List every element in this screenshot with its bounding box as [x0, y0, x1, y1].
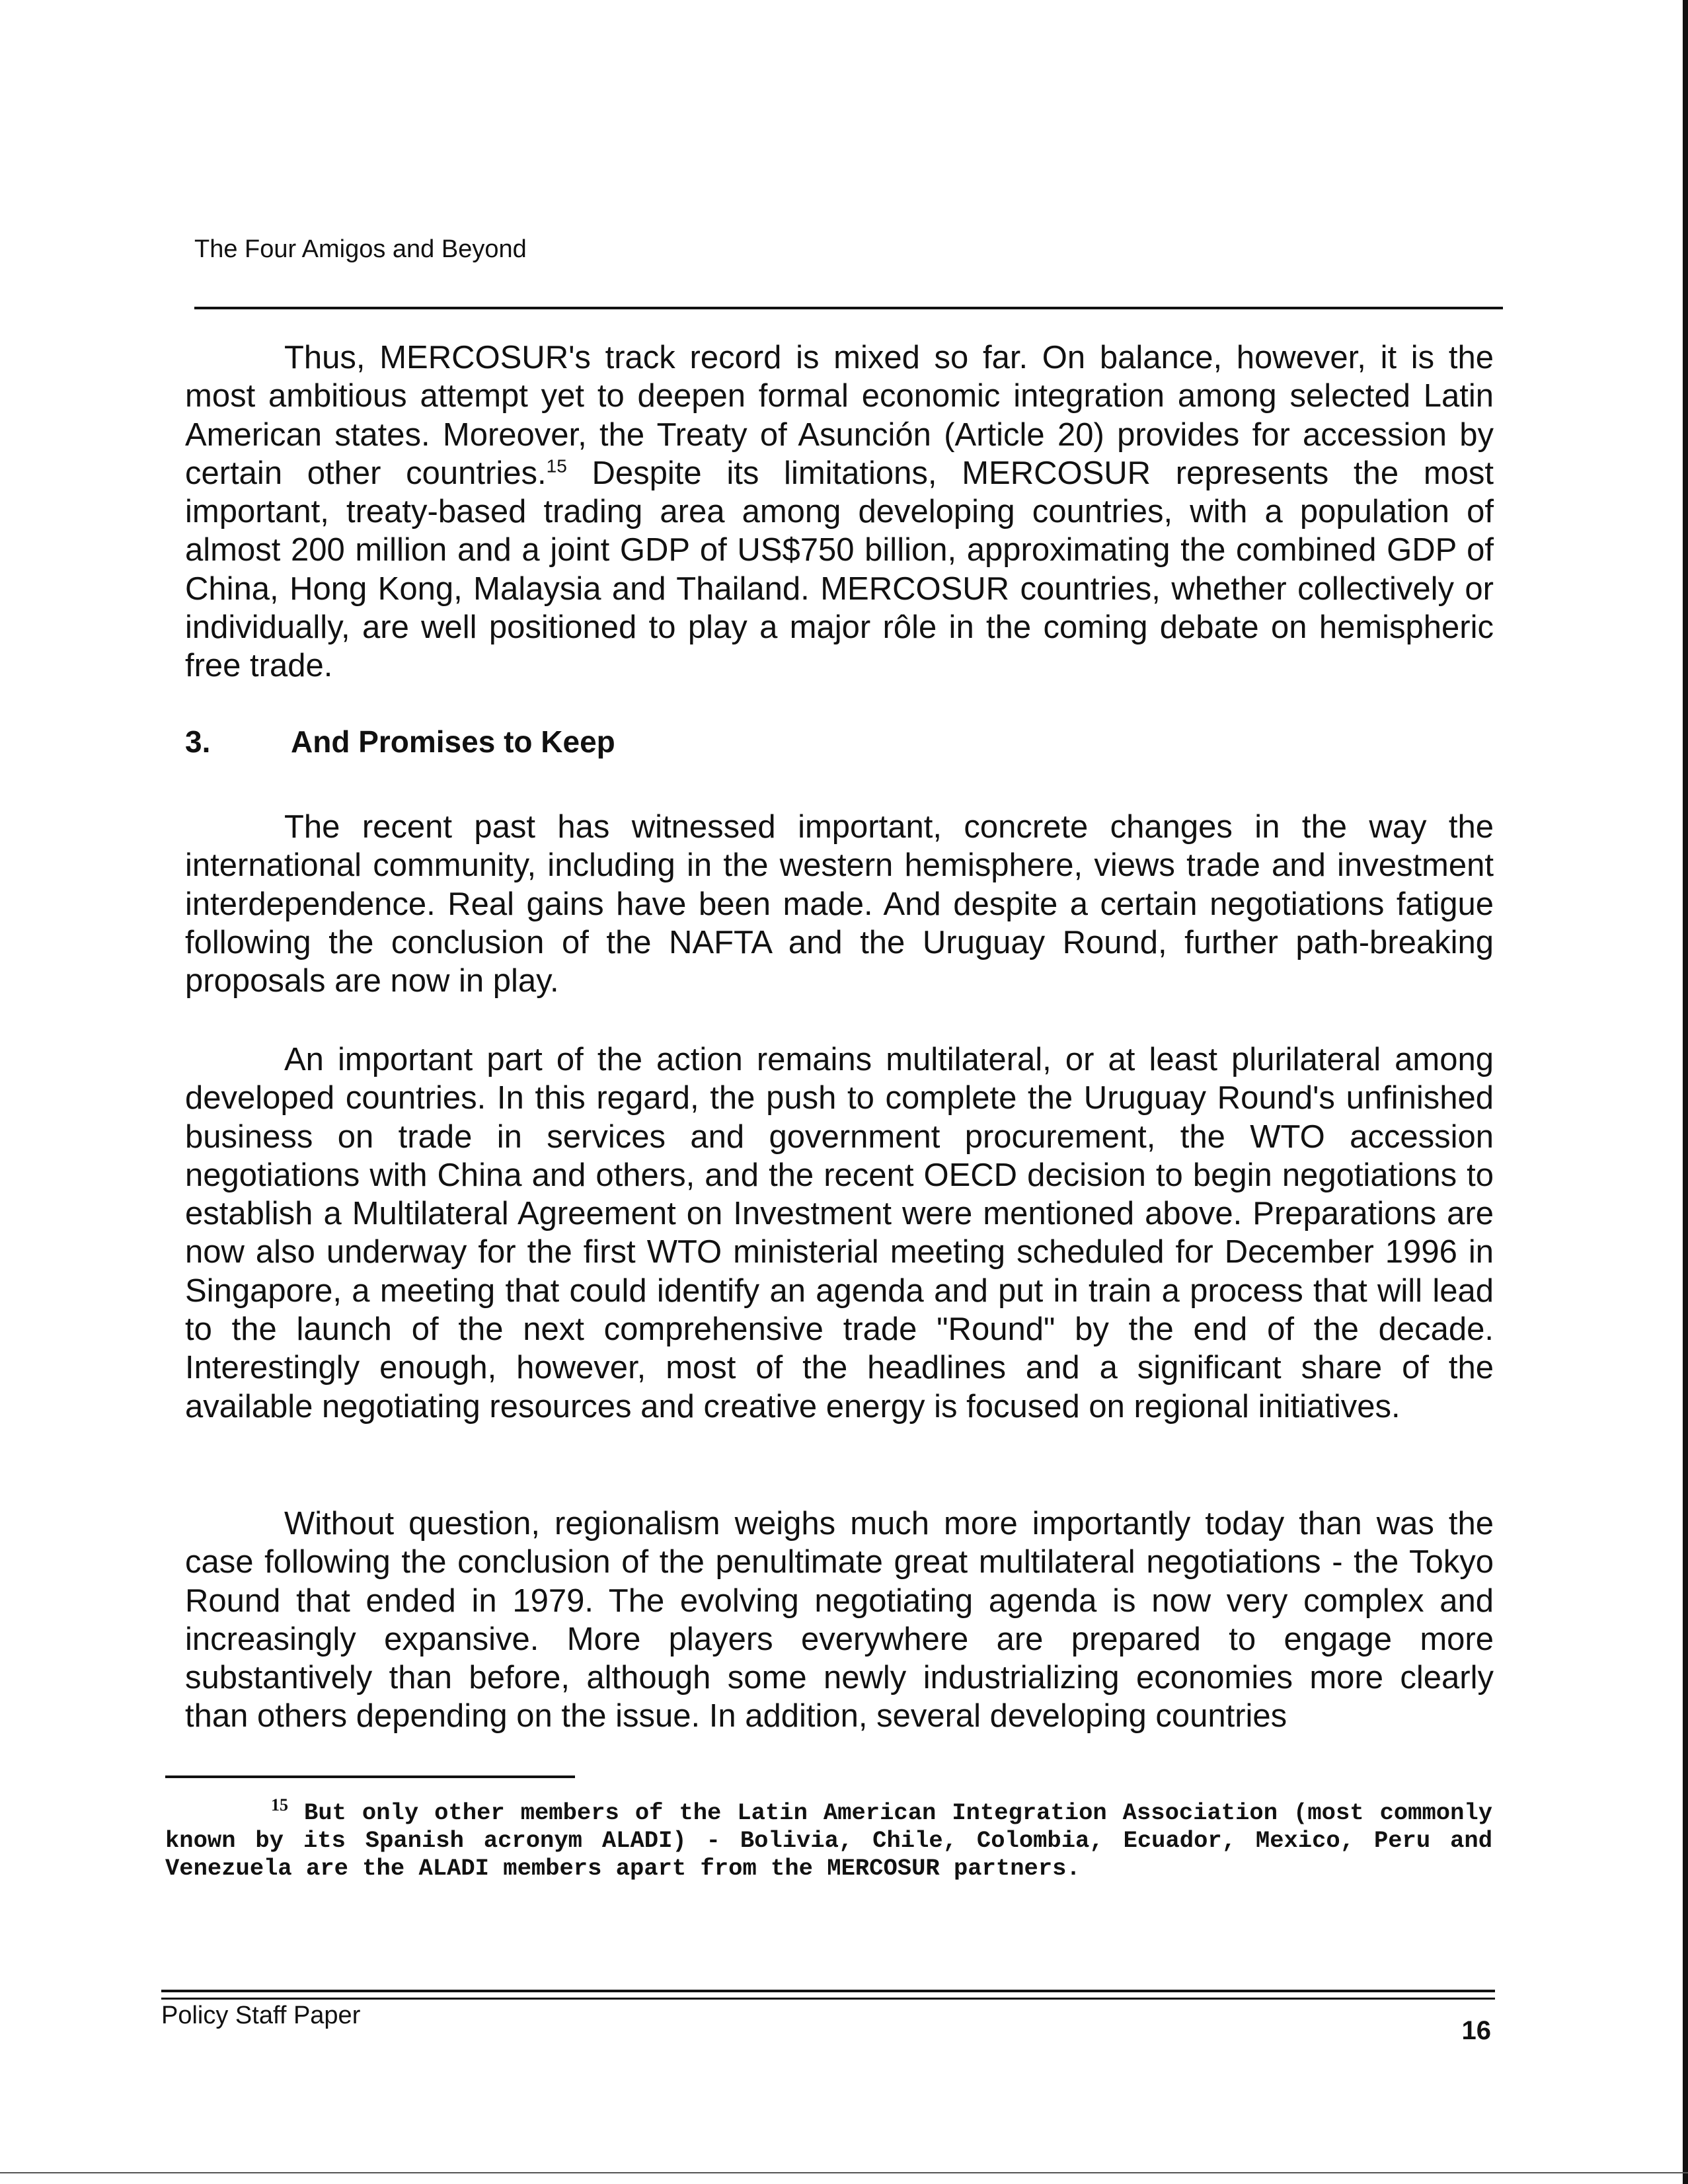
footnote	[165, 1795, 1492, 1883]
footnote-number: 15	[271, 1795, 288, 1815]
section-title: And Promises to Keep	[291, 724, 615, 759]
footer-rule-bottom	[161, 1998, 1495, 2000]
scan-edge-bottom	[0, 2172, 1688, 2173]
footer-rule-top	[161, 1990, 1495, 1992]
header-rule	[194, 307, 1503, 309]
footnote-text: But only other members of the Latin American Integration Association (most commonly known by its Spanish acronym ALADI) - Bolivia, Chile, Colombia, Ecuador, Mexico, Peru and Venezuela are the ALADI members apart from the MERCOSUR partners.	[165, 1799, 1492, 1882]
section-number: 3.	[185, 724, 211, 759]
paragraph-text: Without question, regionalism weighs much more importantly today than was the case following the conclusion of the penultimate great multilateral negotiations - the Tokyo Round that ended in 1979. The evolving negotiating agenda is now very complex and increasingly expansive. More players everywhere are prepared to engage more substantively than before, although some newly industrializing economies more clearly than others depending on the issue. In addition, several developing countries	[185, 1506, 1494, 1735]
paragraph-text-continued: Despite its limitations, MERCOSUR represents the most important, treaty-based trading area among developing countries, with a population of almost 200 million and a joint GDP of US$750 billion, approximating the combined GDP of China, Hong Kong, Malaysia and Thailand. MERCOSUR countries, whether collectively or individually, are well positioned to play a major rôle in the coming debate on hemispheric free trade.	[185, 455, 1494, 684]
paragraph-text: The recent past has witnessed important, concrete changes in the way the international community, including in the western hemisphere, views trade and investment interdependence. Real gains have been made. And despite a certain negotiations fatigue following the conclusion of the NAFTA and the Uruguay Round, further path-breaking proposals are now in play.	[185, 809, 1494, 999]
paragraph-mercosur-record	[185, 338, 1494, 685]
paragraph-multilateral-action	[185, 1040, 1494, 1426]
running-head: The Four Amigos and Beyond	[194, 235, 527, 263]
paragraph-text: Thus, MERCOSUR's track record is mixed so far. On balance, however, it is the most ambitious attempt yet to deepen formal economic integration among selected Latin American states. Moreover, the Treaty of Asunción (Article 20) provides for accession by certain other countries.	[185, 340, 1494, 491]
paragraph-text: An important part of the action remains multilateral, or at least plurilateral among developed countries. In this regard, the push to complete the Uruguay Round's unfinished business on trade in services and government procurement, the WTO accession negotiations with China and others, and the recent OECD decision to begin negotiations to establish a Multilateral Agreement on Investment were mentioned above. Preparations are now also underway for the first WTO ministerial meeting scheduled for December 1996 in Singapore, a meeting that could identify an agenda and put in train a process that will lead to the launch of the next comprehensive trade "Round" by the end of the decade. Interestingly enough, however, most of the headlines and a significant share of the available negotiating resources and creative energy is focused on regional initiatives.	[185, 1042, 1494, 1424]
scan-edge-right	[1683, 0, 1688, 2184]
section-heading	[185, 724, 615, 760]
paragraph-recent-past	[185, 808, 1494, 1000]
paragraph-regionalism	[185, 1504, 1494, 1736]
footnote-reference: 15	[546, 455, 567, 477]
running-foot: Policy Staff Paper	[161, 2002, 361, 2029]
footnote-rule	[165, 1775, 575, 1778]
page-number: 16	[1461, 2016, 1491, 2045]
